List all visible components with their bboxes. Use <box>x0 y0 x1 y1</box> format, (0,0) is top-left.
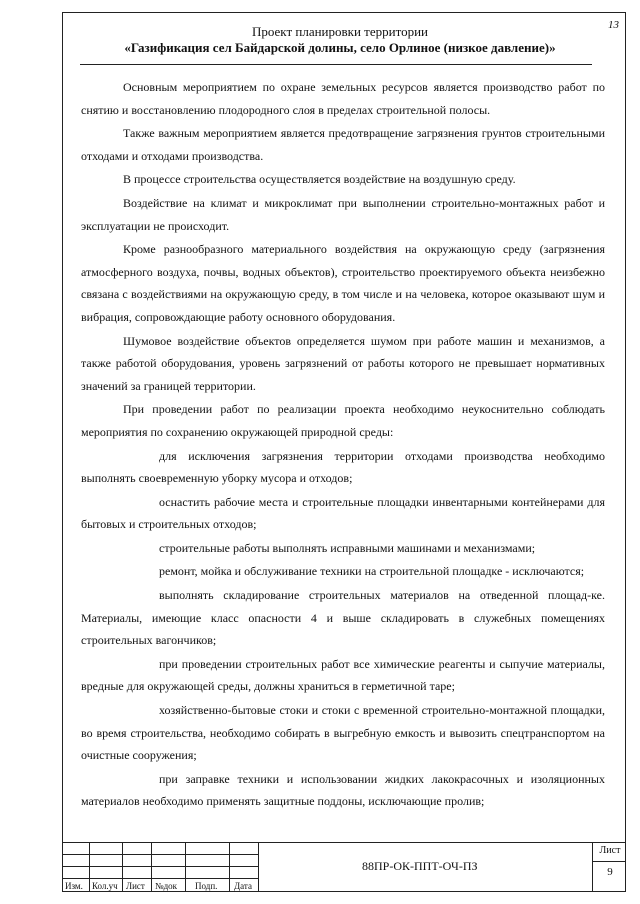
list-item <box>81 491 605 536</box>
list-item <box>81 653 605 698</box>
header-subtitle: «Газификация сел Байдарской долины, село Орлиное (низкое давление)» <box>124 40 556 55</box>
sheet-number: 9 <box>607 866 613 878</box>
list-item-text: выполнять складирование строительных материалов на отведенной площад-ке. Материалы, имеющие класс опасности 4 и выше складировать в служебных помещениях строительных вагончиков; <box>81 588 605 648</box>
sheet-label: Лист <box>599 845 621 856</box>
page-corner-number: 13 <box>608 19 619 31</box>
title-block-col-line <box>89 842 90 892</box>
list-item <box>81 537 605 560</box>
title-block <box>62 842 626 892</box>
list-item <box>81 699 605 767</box>
title-block-col-line <box>258 842 259 892</box>
header-title: Проект планировки территории <box>251 24 428 39</box>
title-block-label-signature: Подп. <box>195 881 218 891</box>
document-code: 88ПР-ОК-ППТ-ОЧ-ПЗ <box>362 859 478 873</box>
list-item <box>81 560 605 583</box>
list-item-text: хозяйственно-бытовые стоки и стоки с временной строительно-монтажной площадки, во время строительства, необходимо собирать в выгребную емкость и вывозить спецтранспортом на очистные сооружения; <box>81 703 605 763</box>
title-block-top-border <box>62 842 626 843</box>
title-block-col-line <box>592 842 593 892</box>
list-item <box>81 445 605 490</box>
sheet-cell-divider <box>592 861 626 862</box>
list-item <box>81 584 605 652</box>
title-block-col-line <box>151 842 152 892</box>
document-body <box>81 76 605 814</box>
paragraph: При проведении работ по реализации проекта необходимо неукоснительно соблюдать мероприятия по сохранению окружающей природной среды: <box>81 402 605 439</box>
list-item-text: ремонт, мойка и обслуживание техники на строительной площадке - исключаются; <box>159 564 585 579</box>
paragraph: Шумовое воздействие объектов определяется шумом при работе машин и механизмов, а также работой оборудования, уровень загрязнений от работы которого не превышает нормативных значений за границей территории. <box>81 333 605 393</box>
title-block-label-count: Кол.уч <box>92 881 118 891</box>
paragraph: Кроме разнообразного материального воздействия на окружающую среду (загрязнения атмосферного воздуха, почвы, водных объектов), строительство проектируемого объекта неизбежно связана с воздействиями на окружающую среду, в том числе и на человека, которое оказывают шум и вибрация, сопровождающие работу основного оборудования. <box>81 242 605 324</box>
paragraph: Также важным мероприятием является предотвращение загрязнения грунтов строительными отходами и отходами производства. <box>81 126 605 163</box>
list-item-text: при проведении строительных работ все химические реагенты и сыпучие материалы, вредные для окружающей среды, должны храниться в герметичной таре; <box>81 656 605 694</box>
list-item-text: оснастить рабочие места и строительные площадки инвентарными контейнерами для бытовых и строительных отходов; <box>81 494 605 532</box>
paragraph: Основным мероприятием по охране земельных ресурсов является производство работ по снятию и восстановлению плодородного слоя в пределах строительной полосы. <box>81 80 605 117</box>
title-block-label-date: Дата <box>234 881 252 891</box>
title-block-label-sheet: Лист <box>126 881 145 891</box>
title-block-col-line <box>229 842 230 892</box>
title-block-col-line <box>122 842 123 892</box>
paragraph: Воздействие на климат и микроклимат при выполнении строительно-монтажных работ и эксплуатации не происходит. <box>81 195 605 233</box>
list-item-text: для исключения загрязнения территории отходами производства необходимо выполнять своевременную уборку мусора и отходов; <box>81 448 605 486</box>
paragraph: В процессе строительства осуществляется воздействие на воздушную среду. <box>123 172 516 187</box>
title-block-label-docnum: №док <box>155 881 178 891</box>
title-block-label-change: Изм. <box>65 881 83 891</box>
list-item-text: при заправке техники и использовании жидких лакокрасочных и изоляционных материалов необходимо применять защитные поддоны, исключающие пролив; <box>81 771 605 809</box>
title-block-col-line <box>185 842 186 892</box>
header-divider <box>80 64 592 65</box>
list-item <box>81 768 605 813</box>
list-item-text: строительные работы выполнять исправными машинами и механизмами; <box>159 540 536 555</box>
